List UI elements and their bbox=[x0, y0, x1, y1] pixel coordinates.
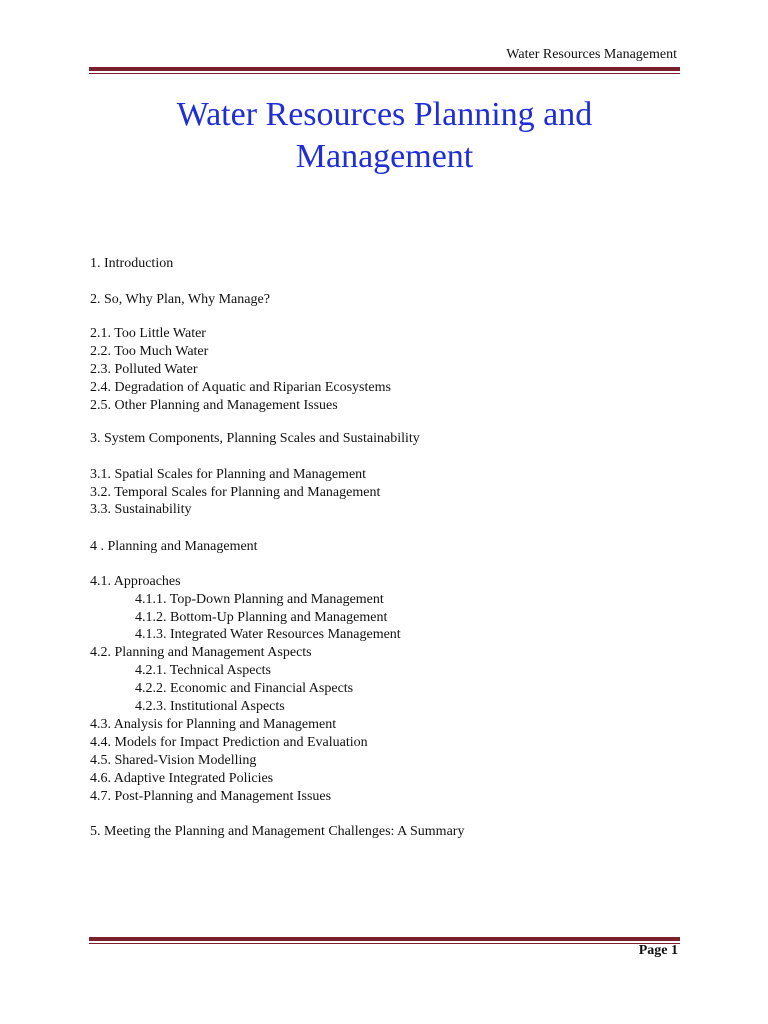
toc-item: 1. Introduction bbox=[90, 256, 174, 271]
toc-item: 3.3. Sustainability bbox=[90, 502, 192, 517]
toc-subitem: 4.2.3. Institutional Aspects bbox=[135, 699, 285, 714]
footer-rule bbox=[89, 937, 680, 944]
header-rule-thick bbox=[89, 67, 680, 71]
toc-item: 2.1. Too Little Water bbox=[90, 326, 206, 341]
toc-item: 2.5. Other Planning and Management Issues bbox=[90, 398, 338, 413]
toc-item: 4.5. Shared-Vision Modelling bbox=[90, 753, 257, 768]
footer-rule-thick bbox=[89, 937, 680, 941]
toc-item: 2.4. Degradation of Aquatic and Riparian Ecosystems bbox=[90, 380, 391, 395]
toc-subitem: 4.2.2. Economic and Financial Aspects bbox=[135, 681, 354, 696]
toc-subitem: 4.1.2. Bottom-Up Planning and Management bbox=[135, 610, 388, 625]
toc-item: 4.4. Models for Impact Prediction and Evaluation bbox=[90, 735, 368, 750]
header-rule-thin bbox=[89, 73, 680, 74]
running-header: Water Resources Management bbox=[506, 47, 677, 62]
toc-item: 2.2. Too Much Water bbox=[90, 344, 209, 359]
toc-item: 4.6. Adaptive Integrated Policies bbox=[90, 771, 274, 786]
toc-item: 3.1. Spatial Scales for Planning and Management bbox=[90, 467, 367, 482]
footer-rule-thin bbox=[89, 943, 680, 944]
toc-item: 4.1. Approaches bbox=[90, 574, 181, 589]
header-rule bbox=[89, 67, 680, 74]
toc-item: 3.2. Temporal Scales for Planning and Management bbox=[90, 485, 381, 500]
toc-subitem: 4.2.1. Technical Aspects bbox=[135, 663, 272, 678]
toc-item: 2. So, Why Plan, Why Manage? bbox=[90, 292, 270, 307]
toc-item: 5. Meeting the Planning and Management Challenges: A Summary bbox=[90, 824, 465, 839]
toc-item: 4.2. Planning and Management Aspects bbox=[90, 645, 312, 660]
toc-item: 3. System Components, Planning Scales and Sustainability bbox=[90, 431, 420, 446]
toc-subitem: 4.1.1. Top-Down Planning and Management bbox=[135, 592, 384, 607]
toc-item: 4.7. Post-Planning and Management Issues bbox=[90, 789, 332, 804]
toc-item: 4 . Planning and Management bbox=[90, 539, 258, 554]
toc-item: 2.3. Polluted Water bbox=[90, 362, 198, 377]
toc-subitem: 4.1.3. Integrated Water Resources Management bbox=[135, 627, 401, 642]
document-title: Water Resources Planning and Management bbox=[176, 96, 593, 175]
page-number: Page 1 bbox=[638, 943, 678, 958]
toc-item: 4.3. Analysis for Planning and Management bbox=[90, 717, 337, 732]
